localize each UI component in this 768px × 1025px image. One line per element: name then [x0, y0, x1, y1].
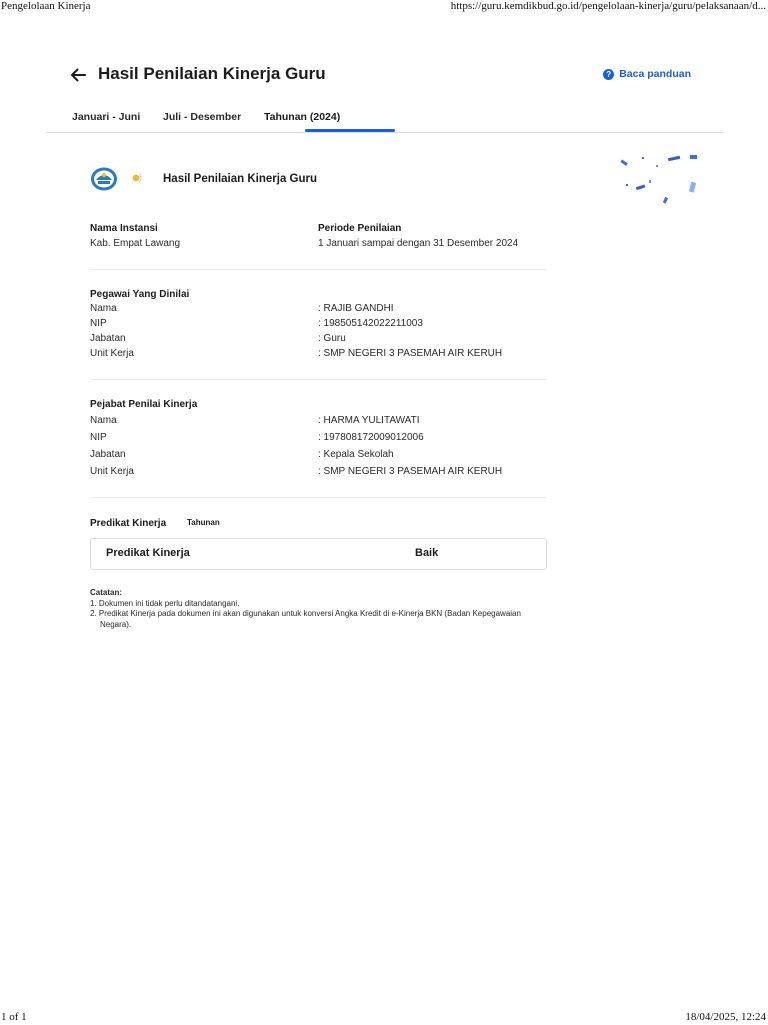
- periode-label: Periode Penilaian: [318, 223, 402, 234]
- predikat-period-badge: Tahunan: [187, 518, 220, 527]
- confetti-decoration: [616, 152, 706, 208]
- guide-link-label: Baca panduan: [619, 68, 691, 80]
- predikat-section-title: Predikat Kinerja: [90, 518, 167, 529]
- tab-januari-juni[interactable]: Januari - Juni: [72, 111, 141, 123]
- pejabat-jabatan-label: Jabatan: [90, 449, 126, 460]
- divider: [90, 497, 547, 498]
- print-header: [0, 0, 768, 14]
- pegawai-nama-label: Nama: [90, 303, 117, 314]
- print-footer: [0, 1011, 768, 1025]
- question-circle-icon: ?: [603, 69, 614, 80]
- pejabat-nip-label: NIP: [90, 432, 107, 443]
- tab-tahunan[interactable]: Tahunan (2024): [264, 111, 341, 123]
- pegawai-jabatan-label: Jabatan: [90, 333, 126, 344]
- divider: [90, 379, 547, 380]
- pejabat-jabatan-value: : Kepala Sekolah: [318, 449, 394, 460]
- page-title: Hasil Penilaian Kinerja Guru: [98, 64, 326, 83]
- pejabat-nip-value: : 197808172009012006: [318, 432, 424, 443]
- note-item: 1. Dokumen ini tidak perlu ditandatangani.: [90, 598, 240, 608]
- tut-wuri-handayani-logo: [90, 166, 118, 192]
- pegawai-nip-value: : 198505142022211003: [318, 318, 423, 329]
- print-page-count: 1 of 1: [1, 1011, 27, 1023]
- pegawai-jabatan-value: : Guru: [318, 333, 346, 344]
- notes-title: Catatan:: [90, 588, 123, 597]
- pejabat-unit-value: : SMP NEGERI 3 PASEMAH AIR KERUH: [318, 466, 503, 477]
- active-tab-indicator: [305, 129, 395, 132]
- note-item: 2. Predikat Kinerja pada dokumen ini akan digunakan untuk konversi Angka Kredit di e-Kinerja BKN (Badan Kepegawaian Negara).: [90, 609, 521, 629]
- tab-juli-desember[interactable]: Juli - Desember: [163, 111, 242, 123]
- instansi-label: Nama Instansi: [90, 223, 158, 234]
- pejabat-unit-label: Unit Kerja: [90, 466, 134, 477]
- pejabat-nama-value: : HARMA YULITAWATI: [318, 415, 420, 426]
- print-url: https://guru.kemdikbud.go.id/pengelolaan-kinerja/guru/pelaksanaan/d...: [450, 0, 766, 12]
- pegawai-unit-value: : SMP NEGERI 3 PASEMAH AIR KERUH: [318, 348, 503, 359]
- guide-link[interactable]: [603, 68, 691, 80]
- print-page-title: Pengelolaan Kinerja: [1, 0, 91, 12]
- predikat-box: [90, 538, 547, 570]
- print-datetime: 18/04/2025, 12:24: [685, 1011, 766, 1023]
- instansi-value: Kab. Empat Lawang: [90, 238, 181, 249]
- periode-value: 1 Januari sampai dengan 31 Desember 2024: [318, 238, 519, 249]
- logo-ornament-icon: [131, 171, 143, 183]
- pegawai-section-title: Pegawai Yang Dinilai: [90, 289, 190, 300]
- pegawai-nip-label: NIP: [90, 318, 107, 329]
- predikat-label: Predikat Kinerja: [106, 547, 190, 559]
- notes: [90, 588, 550, 630]
- page-header: [68, 63, 693, 87]
- divider: [90, 269, 547, 270]
- pejabat-nama-label: Nama: [90, 415, 117, 426]
- pegawai-unit-label: Unit Kerja: [90, 348, 134, 359]
- period-tabs: [46, 104, 723, 133]
- arrow-left-icon[interactable]: [68, 65, 88, 85]
- pegawai-nama-value: : RAJIB GANDHI: [318, 303, 394, 314]
- card-title: Hasil Penilaian Kinerja Guru: [163, 173, 318, 185]
- pejabat-section-title: Pejabat Penilai Kinerja: [90, 399, 198, 410]
- predikat-value: Baik: [415, 547, 439, 559]
